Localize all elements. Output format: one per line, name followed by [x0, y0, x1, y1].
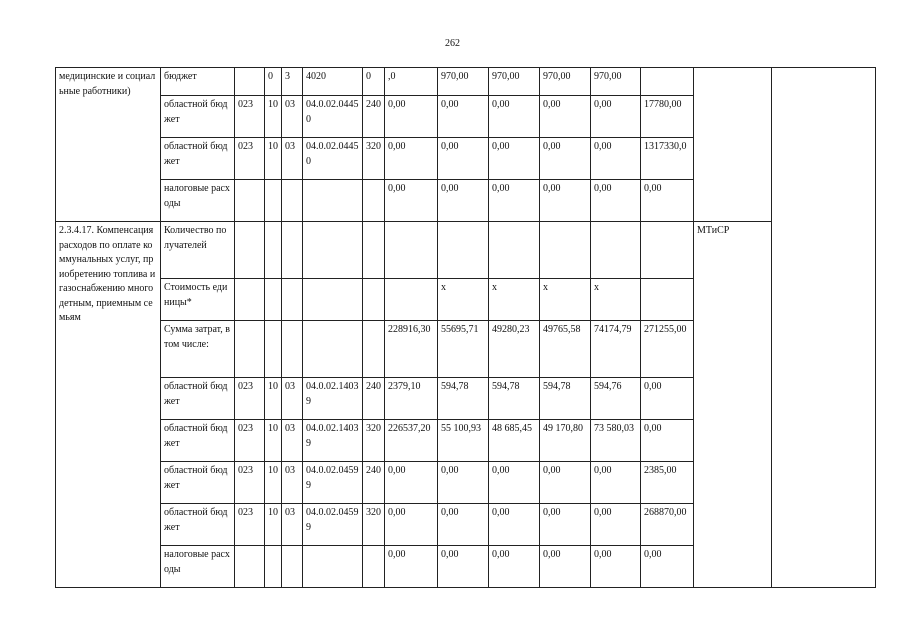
value-cell: 0,00 [438, 546, 489, 588]
value-cell: 226537,20 [385, 420, 438, 462]
value-cell: 0,00 [385, 504, 438, 546]
value-cell: 0,00 [591, 138, 641, 180]
value-cell: 73 580,03 [591, 420, 641, 462]
value-cell: 970,00 [438, 68, 489, 96]
value-cell: 0,00 [540, 546, 591, 588]
pr-cell: 03 [282, 378, 303, 420]
value-cell: 0,00 [591, 96, 641, 138]
csr-cell [303, 180, 363, 222]
csr-cell [303, 321, 363, 378]
value-cell: 970,00 [540, 68, 591, 96]
value-cell: 271255,00 [641, 321, 694, 378]
vr-cell [363, 180, 385, 222]
funding-source-cell: налоговые расходы [161, 546, 235, 588]
funding-source-cell: областной бюджет [161, 504, 235, 546]
grbs-cell: 023 [235, 96, 265, 138]
value-cell: 74174,79 [591, 321, 641, 378]
value-cell: 0,00 [385, 96, 438, 138]
funding-source-cell: Стоимость единицы* [161, 279, 235, 321]
table-body [56, 68, 876, 588]
value-cell: 0,00 [489, 180, 540, 222]
value-cell: 49 170,80 [540, 420, 591, 462]
grbs-cell [235, 68, 265, 96]
rz-cell: 10 [265, 138, 282, 180]
rz-cell [265, 321, 282, 378]
value-cell: 48 685,45 [489, 420, 540, 462]
csr-cell: 04.0.02.04599 [303, 504, 363, 546]
value-cell: 0,00 [591, 462, 641, 504]
pr-cell: 03 [282, 138, 303, 180]
measure-name: 2.3.4.17. Компенсация расходов по оплате коммунальных услуг, приобретению топлива и газоснабжению многодетным, приемным семьям [56, 222, 161, 588]
value-cell: 0,00 [489, 462, 540, 504]
value-cell: 0,00 [641, 378, 694, 420]
grbs-cell [235, 279, 265, 321]
value-cell: 228916,30 [385, 321, 438, 378]
value-cell: 0,00 [641, 546, 694, 588]
funding-source-cell: бюджет [161, 68, 235, 96]
value-cell: 0,00 [540, 462, 591, 504]
pr-cell: 03 [282, 96, 303, 138]
value-cell: x [591, 279, 641, 321]
value-cell: 0,00 [438, 138, 489, 180]
value-cell: 0,00 [438, 462, 489, 504]
value-cell: x [489, 279, 540, 321]
value-cell: 55 100,93 [438, 420, 489, 462]
funding-source-cell: областной бюджет [161, 420, 235, 462]
value-cell: 0,00 [540, 504, 591, 546]
pr-cell [282, 180, 303, 222]
value-cell: x [438, 279, 489, 321]
value-cell: 970,00 [489, 68, 540, 96]
funding-source-cell: областной бюджет [161, 462, 235, 504]
csr-cell [303, 279, 363, 321]
rz-cell: 0 [265, 68, 282, 96]
measure-name: медицинские и социальные работники) [56, 68, 161, 222]
page-number: 262 [445, 38, 460, 49]
pr-cell: 3 [282, 68, 303, 96]
rz-cell: 10 [265, 378, 282, 420]
value-cell: 0,00 [438, 504, 489, 546]
grbs-cell [235, 321, 265, 378]
value-cell: 594,78 [438, 378, 489, 420]
pr-cell [282, 546, 303, 588]
value-cell [385, 222, 438, 279]
executor-cell [694, 68, 772, 222]
value-cell [641, 222, 694, 279]
funding-source-cell: областной бюджет [161, 378, 235, 420]
value-cell: ,0 [385, 68, 438, 96]
table-row [56, 222, 876, 279]
value-cell: 0,00 [641, 420, 694, 462]
value-cell: 0,00 [641, 180, 694, 222]
budget-table [55, 67, 876, 588]
vr-cell: 240 [363, 96, 385, 138]
funding-source-cell: налоговые расходы [161, 180, 235, 222]
value-cell: 594,76 [591, 378, 641, 420]
grbs-cell: 023 [235, 420, 265, 462]
pr-cell [282, 279, 303, 321]
funding-source-cell: Количество получателей [161, 222, 235, 279]
pr-cell [282, 321, 303, 378]
rz-cell [265, 279, 282, 321]
csr-cell [303, 222, 363, 279]
value-cell: 0,00 [540, 138, 591, 180]
value-cell: 17780,00 [641, 96, 694, 138]
notes-cell [772, 68, 876, 588]
value-cell: 2379,10 [385, 378, 438, 420]
pr-cell: 03 [282, 504, 303, 546]
csr-cell: 04.0.02.14039 [303, 378, 363, 420]
grbs-cell: 023 [235, 504, 265, 546]
grbs-cell [235, 222, 265, 279]
value-cell: 0,00 [540, 96, 591, 138]
vr-cell: 240 [363, 378, 385, 420]
value-cell: 970,00 [591, 68, 641, 96]
grbs-cell: 023 [235, 462, 265, 504]
rz-cell [265, 546, 282, 588]
csr-cell: 4020 [303, 68, 363, 96]
value-cell: 0,00 [385, 138, 438, 180]
value-cell: 0,00 [591, 180, 641, 222]
pr-cell: 03 [282, 420, 303, 462]
pr-cell [282, 222, 303, 279]
vr-cell: 0 [363, 68, 385, 96]
value-cell [438, 222, 489, 279]
value-cell [385, 279, 438, 321]
value-cell: 594,78 [489, 378, 540, 420]
vr-cell [363, 279, 385, 321]
value-cell [540, 222, 591, 279]
grbs-cell [235, 180, 265, 222]
value-cell: 0,00 [385, 180, 438, 222]
funding-source-cell: областной бюджет [161, 138, 235, 180]
value-cell: 2385,00 [641, 462, 694, 504]
csr-cell: 04.0.02.04450 [303, 138, 363, 180]
value-cell: 0,00 [591, 546, 641, 588]
value-cell: 55695,71 [438, 321, 489, 378]
value-cell [591, 222, 641, 279]
vr-cell: 240 [363, 462, 385, 504]
value-cell: 0,00 [489, 96, 540, 138]
rz-cell: 10 [265, 420, 282, 462]
vr-cell: 320 [363, 504, 385, 546]
value-cell: 0,00 [385, 546, 438, 588]
pr-cell: 03 [282, 462, 303, 504]
executor-cell: МТиСР [694, 222, 772, 588]
grbs-cell: 023 [235, 138, 265, 180]
vr-cell [363, 222, 385, 279]
value-cell: 0,00 [489, 504, 540, 546]
funding-source-cell: Сумма затрат, в том числе: [161, 321, 235, 378]
value-cell: 0,00 [489, 546, 540, 588]
value-cell: x [540, 279, 591, 321]
value-cell: 268870,00 [641, 504, 694, 546]
value-cell: 594,78 [540, 378, 591, 420]
value-cell [641, 279, 694, 321]
value-cell: 0,00 [385, 462, 438, 504]
vr-cell [363, 546, 385, 588]
value-cell: 0,00 [540, 180, 591, 222]
value-cell: 0,00 [591, 504, 641, 546]
value-cell [489, 222, 540, 279]
table-row [56, 68, 876, 96]
vr-cell: 320 [363, 420, 385, 462]
csr-cell: 04.0.02.04599 [303, 462, 363, 504]
value-cell: 49280,23 [489, 321, 540, 378]
value-cell: 0,00 [438, 180, 489, 222]
grbs-cell [235, 546, 265, 588]
value-cell [641, 68, 694, 96]
rz-cell: 10 [265, 462, 282, 504]
rz-cell [265, 222, 282, 279]
funding-source-cell: областной бюджет [161, 96, 235, 138]
rz-cell: 10 [265, 96, 282, 138]
vr-cell: 320 [363, 138, 385, 180]
value-cell: 0,00 [489, 138, 540, 180]
value-cell: 49765,58 [540, 321, 591, 378]
value-cell: 1317330,0 [641, 138, 694, 180]
vr-cell [363, 321, 385, 378]
rz-cell [265, 180, 282, 222]
rz-cell: 10 [265, 504, 282, 546]
csr-cell: 04.0.02.04450 [303, 96, 363, 138]
grbs-cell: 023 [235, 378, 265, 420]
csr-cell: 04.0.02.14039 [303, 420, 363, 462]
csr-cell [303, 546, 363, 588]
value-cell: 0,00 [438, 96, 489, 138]
